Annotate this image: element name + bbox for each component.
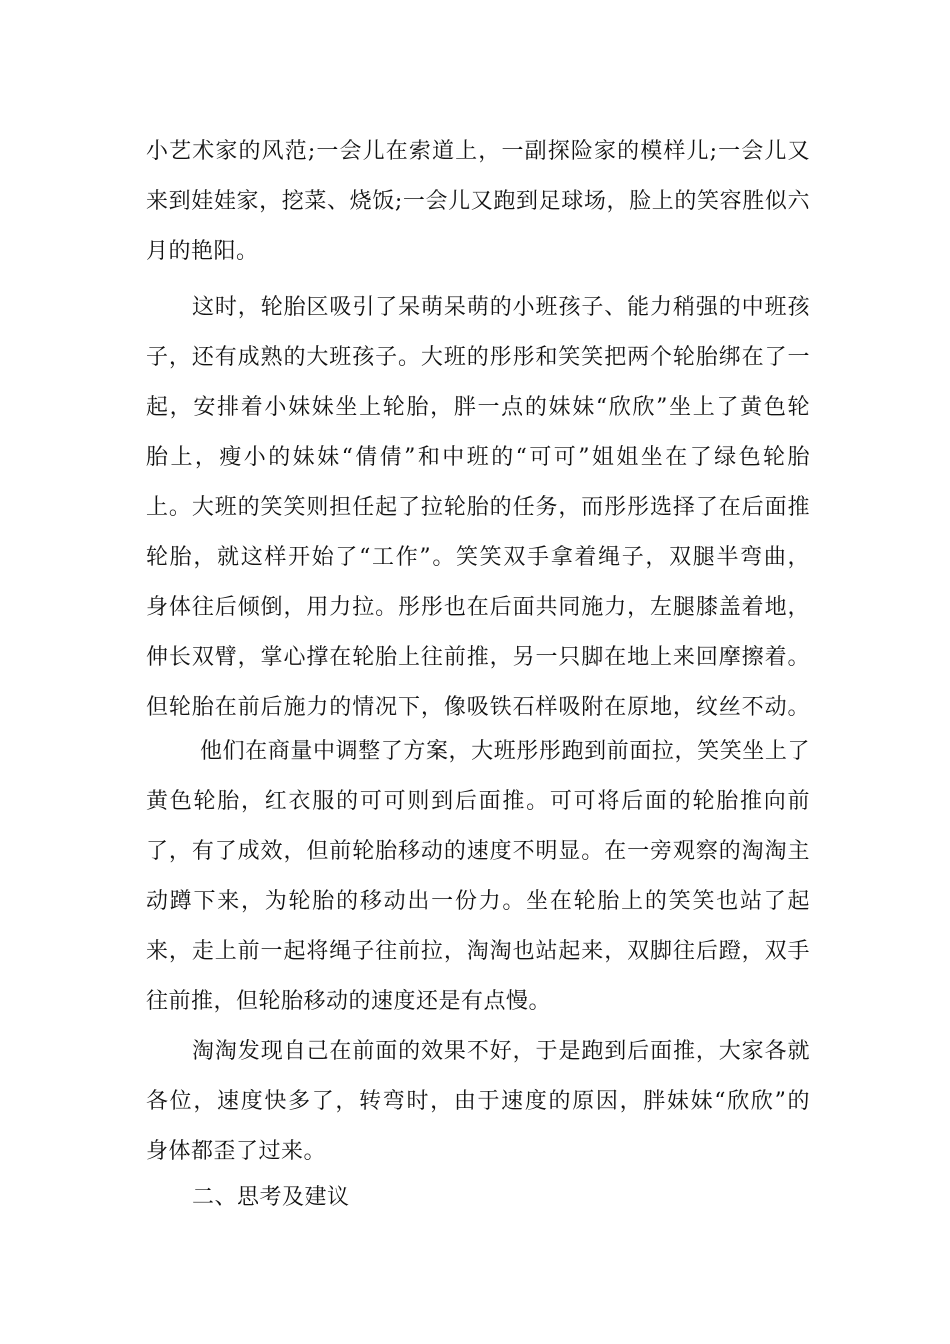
text-line: 月的艳阳。 (146, 239, 259, 264)
text-line: 但轮胎在前后施力的情况下，像吸铁石样吸附在原地，纹丝不动。 (146, 695, 810, 720)
text-line: 来到娃娃家，挖菜、烧饭;一会儿又跑到足球场，脸上的笑容胜似六 (146, 189, 810, 214)
text-line: 身体往后倾倒，用力拉。彤彤也在后面共同施力，左腿膝盖着地， (146, 595, 810, 620)
text-line: 了，有了成效，但前轮胎移动的速度不明显。在一旁观察的淘淘主 (146, 839, 810, 864)
text-line: 来，走上前一起将绳子往前拉，淘淘也站起来，双脚往后蹬，双手 (146, 939, 810, 964)
text-line: 身体都歪了过来。 (146, 1139, 327, 1164)
text-line: 各位，速度快多了，转弯时，由于速度的原因，胖妹妹“欣欣”的 (146, 1089, 810, 1114)
text-line: 伸长双臂，掌心撑在轮胎上往前推，另一只脚在地上来回摩擦着。 (146, 645, 810, 670)
paragraph-first-line: 淘淘发现自己在前面的效果不好，于是跑到后面推，大家各就 (192, 1039, 810, 1064)
text-line: 轮胎，就这样开始了“工作”。笑笑双手拿着绳子，双腿半弯曲， (146, 545, 810, 570)
text-line: 起，安排着小妹妹坐上轮胎，胖一点的妹妹“欣欣”坐上了黄色轮 (146, 395, 810, 420)
paragraph-first-line: 他们在商量中调整了方案，大班彤彤跑到前面拉，笑笑坐上了 (200, 739, 810, 764)
text-line: 子，还有成熟的大班孩子。大班的彤彤和笑笑把两个轮胎绑在了一 (146, 345, 810, 370)
paragraph-first-line: 这时，轮胎区吸引了呆萌呆萌的小班孩子、能力稍强的中班孩 (192, 295, 810, 320)
text-line: 小艺术家的风范;一会儿在索道上，一副探险家的模样儿;一会儿又 (146, 139, 810, 164)
text-line: 往前推，但轮胎移动的速度还是有点慢。 (146, 989, 552, 1014)
text-line: 动蹲下来，为轮胎的移动出一份力。坐在轮胎上的笑笑也站了起 (146, 889, 810, 914)
text-line: 上。大班的笑笑则担任起了拉轮胎的任务，而彤彤选择了在后面推 (146, 495, 810, 520)
text-line: 黄色轮胎，红衣服的可可则到后面推。可可将后面的轮胎推向前 (146, 789, 810, 814)
text-line: 胎上，瘦小的妹妹“倩倩”和中班的“可可”姐姐坐在了绿色轮胎 (146, 445, 810, 470)
section-heading: 二、思考及建议 (192, 1185, 350, 1210)
